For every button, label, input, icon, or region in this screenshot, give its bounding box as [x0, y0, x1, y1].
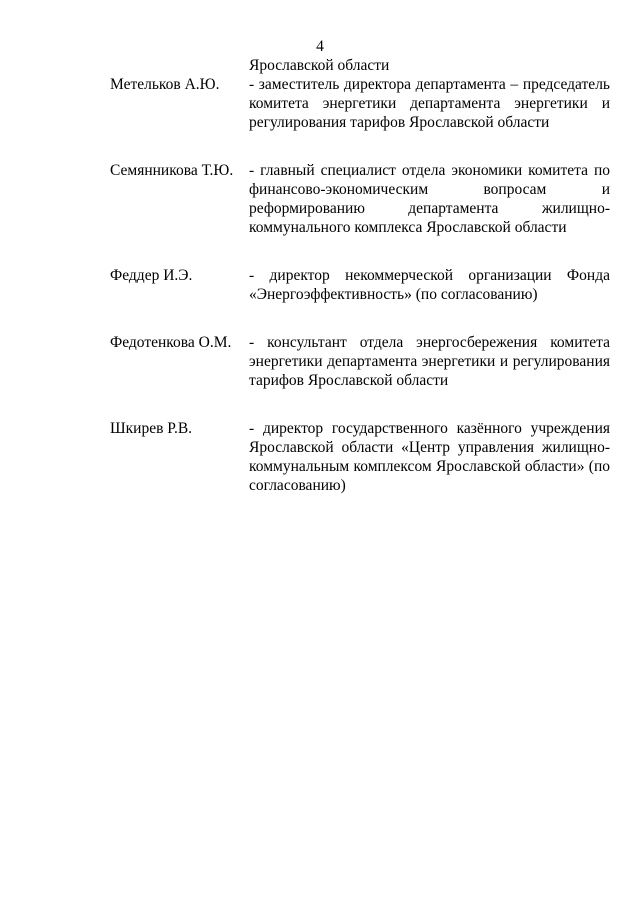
member-role: - главный специалист отдела экономики комитета по финансово-экономическим вопросам и реформированию департамента жилищно-коммунального комплекса Ярославской области — [249, 162, 610, 236]
member-name: Феддер И.Э. — [110, 267, 193, 284]
member-role: - директор государственного казённого учреждения Ярославской области «Центр управления жилищно-коммунальным комплексом Ярославской области» (по согласованию) — [249, 420, 610, 494]
member-name: Шкирев Р.В. — [110, 420, 193, 437]
member-name: Метельков А.Ю. — [110, 76, 220, 93]
member-role: - консультант отдела энергосбережения комитета энергетики департамента энергетики и регулирования тарифов Ярославской области — [249, 334, 610, 389]
page-number: 4 — [316, 38, 324, 55]
member-role: - заместитель директора департамента – председатель комитета энергетики департамента энергетики и регулирования тарифов Ярославской области — [249, 76, 610, 131]
member-name: Федотенкова О.М. — [110, 334, 232, 351]
continuation-text: Ярославской области — [249, 57, 390, 74]
member-list — [110, 56, 610, 495]
member-row — [110, 419, 610, 495]
member-row — [110, 266, 610, 304]
member-role: - директор некоммерческой организации Фонда «Энергоэффективность» (по согласованию) — [249, 267, 610, 303]
member-row — [110, 75, 610, 132]
member-name: Семянникова Т.Ю. — [110, 162, 234, 179]
member-row — [110, 333, 610, 390]
member-row — [110, 161, 610, 237]
